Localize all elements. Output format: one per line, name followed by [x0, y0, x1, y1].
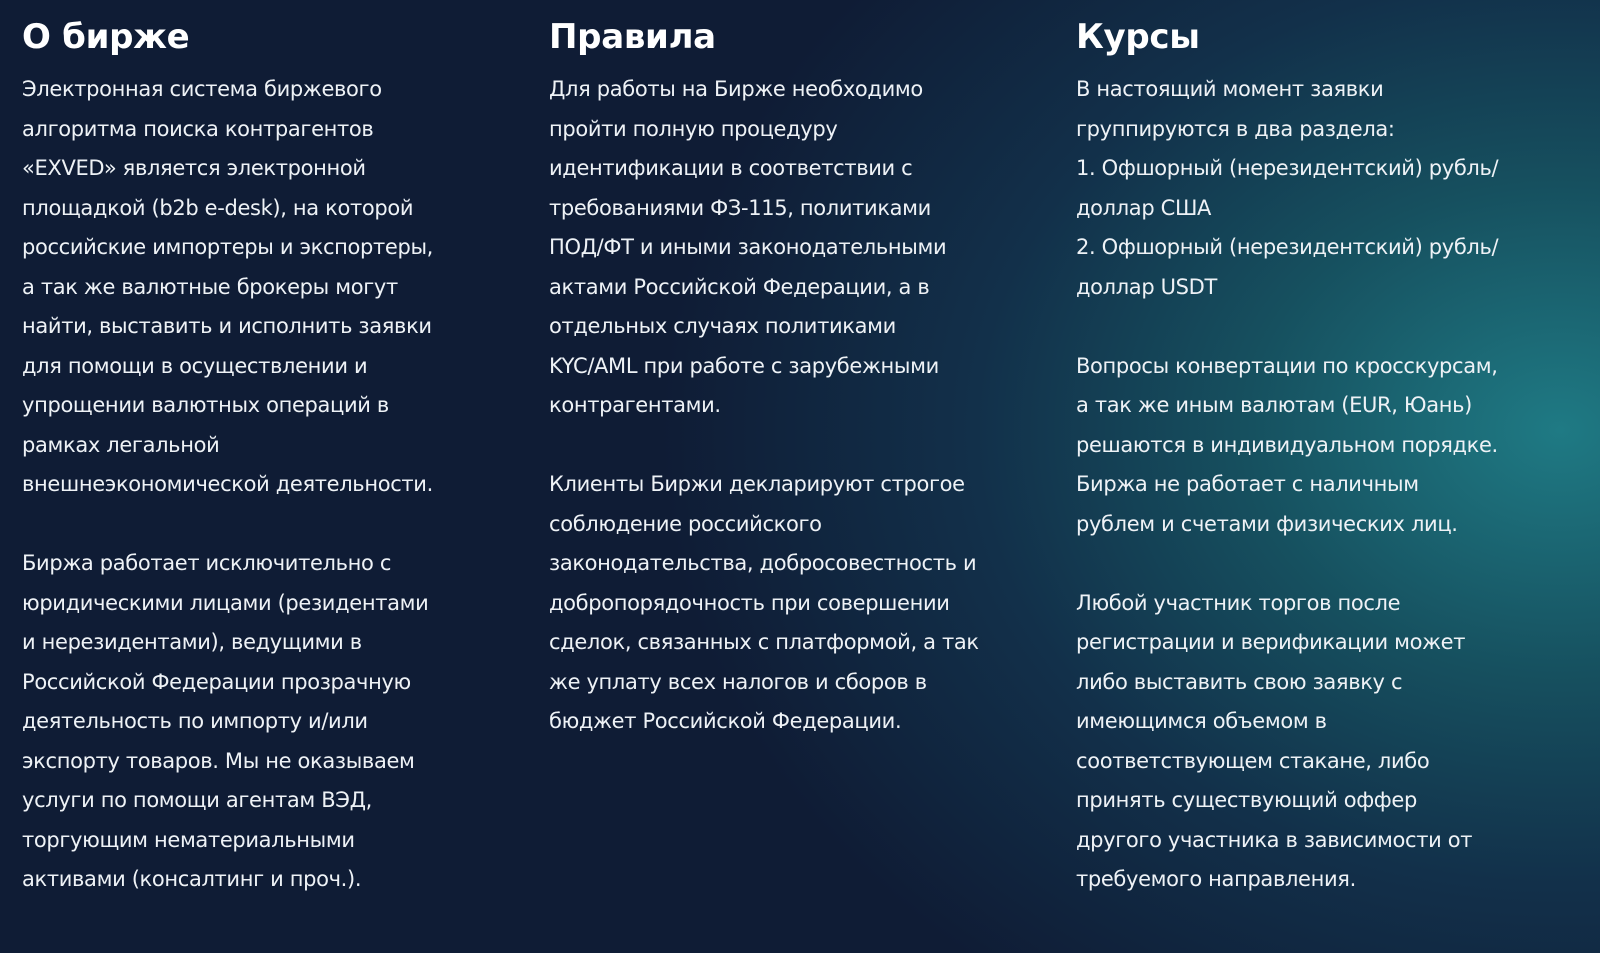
- rules-section: [549, 14, 1049, 781]
- about-exchange-paragraph-1: Электронная система биржевого алгоритма поиска контрагентов «EXVED» является электронной площадкой (b2b e-desk), на которой российские импортеры и экспортеры, а так же валютные брокеры могут найти, выставить и исполнить заявки для помощи в осуществлении и упрощении валютных операций в рамках легальной внешнеэкономической деятельности.: [22, 77, 434, 496]
- rules-title: Правила: [549, 17, 716, 57]
- rules-paragraph-2: Клиенты Биржи декларируют строгое соблюдение российского законодательства, добросовестность и добропорядочность при совершении сделок, связанных с платформой, а так же уплату всех налогов и сборов в бюджет Российской Федерации.: [549, 472, 979, 733]
- rates-paragraph-3: Любой участник торгов после регистрации и верификации может либо выставить свою заявку с имеющимся объемом в соответствующем стакане, либо принять существующий оффер другого участника в зависимости от требуемого направления.: [1076, 590, 1473, 891]
- rates-title: Курсы: [1076, 17, 1200, 57]
- rates-paragraph-2: Вопросы конвертации по кросскурсам, а так же иным валютам (EUR, Юань) решаются в индивидуальном порядке. Биржа не работает с наличным рублем и счетами физических лиц.: [1076, 353, 1498, 536]
- rules-paragraph-1: Для работы на Бирже необходимо пройти полную процедуру идентификации в соответствии с требованиями ФЗ-115, политиками ПОД/ФТ и иными законодательными актами Российской Федерации, а в отдельных случаях политиками KYC/AML при работе с зарубежными контрагентами.: [549, 77, 947, 417]
- rates-paragraph-1: В настоящий момент заявки группируются в два раздела: 1. Офшорный (нерезидентский) рубль/ доллар США 2. Офшорный (нерезидентский) рубль/ доллар USDT: [1076, 77, 1499, 299]
- about-exchange-paragraph-2: Биржа работает исключительно с юридическими лицами (резидентами и нерезидентами), ведущими в Российской Федерации прозрачную деятельность по импорту и/или экспорту товаров. Мы не оказываем услуги по помощи агентам ВЭД, торгующим нематериальными активами (консалтинг и проч.).: [22, 551, 429, 891]
- about-exchange-title: О бирже: [22, 17, 190, 57]
- about-exchange-section: [22, 14, 522, 939]
- rates-section: [1076, 14, 1576, 939]
